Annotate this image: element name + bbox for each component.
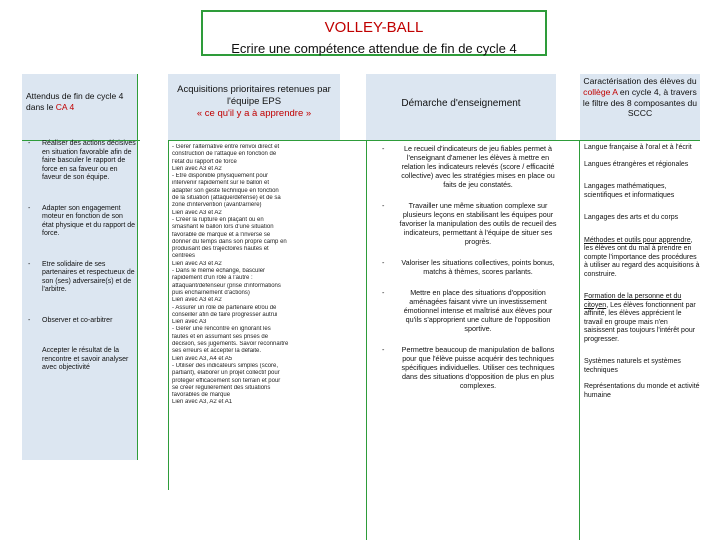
list-item: Langue française à l'oral et à l'écrit [584,144,692,151]
acquisition-line: favorables de marque [172,392,231,399]
acquisition-line: Lien avec A3 [172,319,207,326]
title-box [201,10,547,56]
column-caracterisation-heading [580,76,700,119]
list-item: Accepter le résultat de la rencontre et savoir analyser avec objectivité [42,347,129,371]
acquisition-line: se créer régulièrement des situations [172,384,271,391]
acquisition-line: Lien avec A3 et A2 [172,165,222,172]
acquisition-line: fautes et en assumant ses prises de [172,333,269,340]
acquisition-line: Lien avec A3 et A2 [172,209,222,216]
list-item: - Permettre beaucoup de manipulation de ballons pour que l'élève puisse acquérir des techniques spécifiques individuelles. Utiliser ces techniques dans des situations d'opposition de plus en plus complexes. [382,345,558,390]
heading-highlight: CA 4 [55,102,75,112]
list-item: - Valoriser les situations collectives, points bonus, matchs à thèmes, scores parlants. [382,258,558,276]
acquisition-line: rapidement d'un rôle à l'autre : [172,275,253,282]
column-acquisitions-heading [172,84,336,120]
list-item: Langages mathématiques, scientifiques et informatiques [584,183,675,199]
column-attendus-heading [26,91,136,113]
acquisition-line: puis enchaînement d'actions) [172,289,250,296]
divider [579,140,580,540]
divider [168,140,169,490]
acquisition-line: - Assurer un rôle de partenaire et/ou de [172,304,277,311]
acquisition-line: favorable de marque et à l'inverse se [172,231,271,238]
acquisition-line: Lien avec A3 et A2 [172,260,222,267]
list-item: Langues étrangères et régionales [584,160,689,168]
list-item: - Travailler une même situation complexe sur plusieurs leçons en stabilisant les équipes pour favoriser la manipulation des outils de recueil des indicateurs, permettant à l'équipe de situer ses progrès. [382,201,558,246]
acquisition-line: - Etre disponible physiquement pour [172,173,269,180]
divider [168,140,700,141]
acquisition-line: - Créer la rupture en plaçant ou en [172,216,264,223]
heading-text: Acquisitions prioritaires retenues par l'équipe EPS [177,84,331,107]
acquisition-line: partiant), élaborer un projet collectif pour [172,370,280,377]
acquisition-line: ses erreurs et accepter la défaite. [172,348,262,355]
list-item: - Mettre en place des situations d'opposition aménagées faisant vivre un investissement émotionnel intense et maîtrisé aux élèves pour qu'ils s'approprient une culture de l'opposition sportive. [382,288,558,333]
list-item: - Réaliser des actions décisives en situation favorable afin de faire basculer le rapport de force en sa faveur ou en faveur de son équipe. [26,140,136,183]
list-item: - Le recueil d'indicateurs de jeu fiables permet à l'enseignant d'amener les élèves à mettre en relation les indicateurs relevés (score / efficacité collective) avec les stratégies mises en place ou faits de jeu constatés. [382,144,558,189]
acquisition-line: protéger efficacement son terrain et pour [172,377,281,384]
list-item: Représentations du monde et activité humaine [584,383,700,399]
list-item: - Adapter son engagement moteur en fonction de son état physique et du rapport de force. [26,205,136,239]
acquisition-line: - Utiliser des indicateurs simples (score, [172,362,279,369]
list-item: Systèmes naturels et systèmes techniques [584,358,681,374]
page-title: VOLLEY-BALL [324,19,424,36]
page-subtitle: Ecrire une compétence attendue de fin de cycle 4 [231,41,517,56]
acquisition-line: centrées [172,253,196,260]
list-item [584,293,700,344]
acquisition-line: l'état du rapport de force [172,158,237,165]
acquisition-line: smashant le ballon lors d'une situation [172,224,274,231]
acquisition-line: intervenir rapidement sur le ballon et [172,180,270,187]
acquisition-line: de la situation (attaque/défense) et de sa [172,195,281,202]
acquisition-line: - Gérer une rencontre en ignorant les [172,326,271,333]
list-item [584,237,700,280]
acquisition-line: donner du temps dans son propre camp en [172,238,287,245]
acquisition-line: attaquant/défenseur (prise d'informations [172,282,281,289]
list-item-lead: Méthodes et outils pour apprendre [584,236,691,244]
acquisition-line: décision, ses jugements. Savoir reconnaître [172,341,289,348]
heading-text: en cycle 4, à travers le filtre des 8 composantes du SCCC [582,86,698,119]
heading-text: Attendus de fin de cycle 4 dans le [26,91,124,112]
list-item: - Etre solidaire de ses partenaires et respectueux de son (ses) adversaire(s) et de l'arbitre. [26,261,136,295]
demarche-list [382,144,558,402]
divider [366,140,367,540]
acquisition-line: Lien avec A3, A4 et A5 [172,355,233,362]
list-item: - Observer et co-arbitrer [26,317,136,326]
list-item-lead: Formation de la personne et du citoyen [584,293,682,309]
column-demarche-heading: Démarche d'enseignement [401,98,521,109]
attendus-list [26,140,136,395]
caracterisation-list [584,144,700,414]
acquisition-line: Lien avec A3, A2 et A1 [172,399,233,406]
acquisition-line: - Gérer l'alternative entre renvoi direct et [172,144,280,150]
acquisition-line: conseiller afin de faire progresser autrui [172,311,278,318]
acquisition-line: Lien avec A3 et A2 [172,297,222,304]
heading-text: Caractérisation des élèves du [583,76,697,86]
acquisitions-text [172,144,340,407]
acquisition-line: construction de l'attaque en fonction de [172,151,277,158]
acquisition-line: adapter son geste technique en fonction [172,187,279,194]
acquisition-line: zone d'intervention (avant/arrière) [172,202,262,209]
acquisition-line: produisant des trajectoires hautes et [172,246,269,253]
list-item-detail: , les élèves ont du mal à prendre en compte l'importance des procédures à utiliser au regard des acquisitions à construire. [584,236,700,278]
heading-highlight: collège A [583,86,618,97]
list-item-detail: , Les élèves fonctionnent par affinité, les élèves apprécient le travail en groupe mais n'en saisissent pas toujours l'intérêt pour progresser. [584,301,696,343]
acquisition-line: - Dans le même échange, basculer [172,268,266,275]
list-item: Langages des arts et du corps [584,214,679,221]
heading-highlight: « ce qu'il y a à apprendre » [196,108,312,119]
